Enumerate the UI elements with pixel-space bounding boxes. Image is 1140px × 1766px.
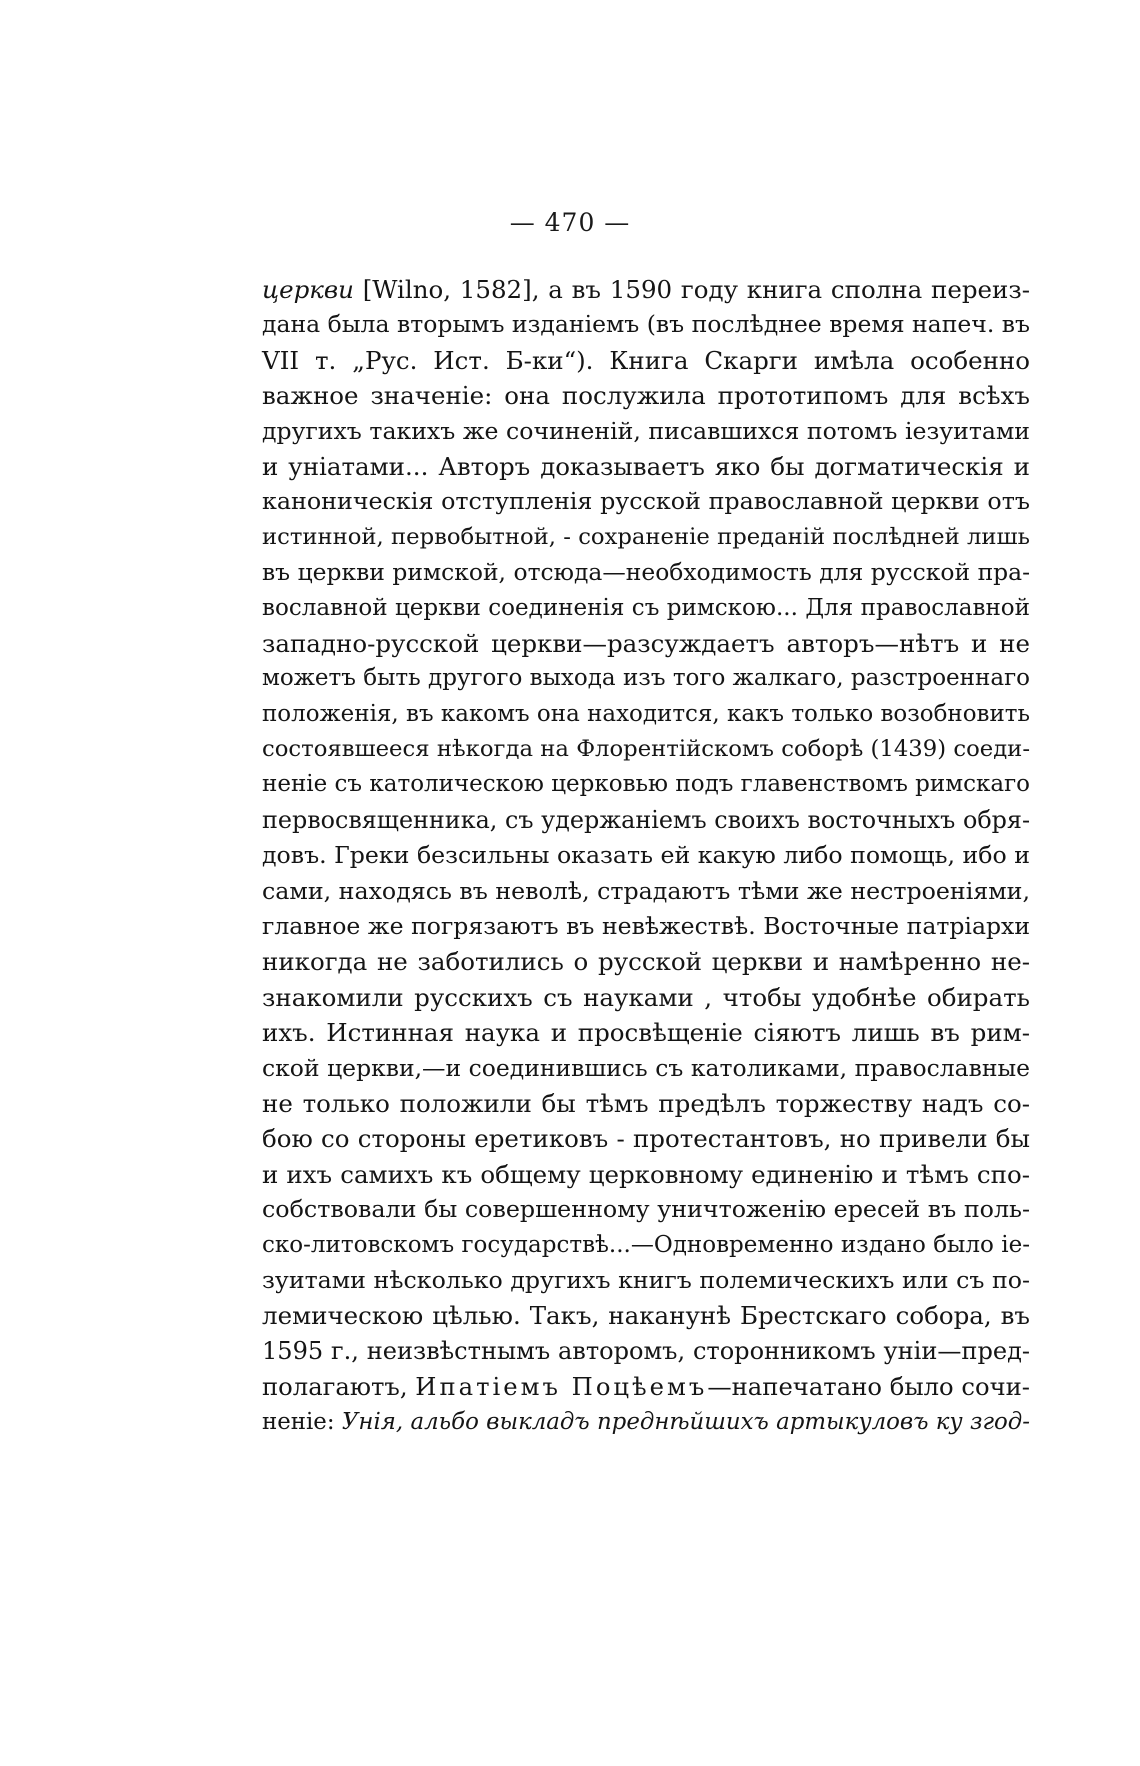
text-segment: 1595 г., неизвѣстнымъ авторомъ, сторонникомъ уніи—пред- — [262, 1336, 1030, 1365]
text-line — [262, 1334, 1030, 1369]
body-text — [262, 272, 1030, 1440]
text-line — [262, 767, 1030, 802]
text-segment: [Wilno, 1582], а въ 1590 году книга сполна переиз- — [353, 275, 1030, 304]
text-line — [262, 803, 1030, 838]
text-segment: первосвященника, съ удержаніемъ своихъ восточныхъ обря- — [262, 805, 1030, 834]
text-line — [262, 1121, 1030, 1156]
text-segment: лемическою цѣлью. Такъ, наканунѣ Брестскаго собора, въ — [262, 1301, 1030, 1331]
italic-text: церкви — [262, 275, 354, 304]
text-segment: и ихъ самихъ къ общему церковному единенію и тѣмъ спо- — [262, 1159, 1030, 1189]
text-segment: сами, находясь въ неволѣ, страдаютъ тѣми же нестроеніями, — [262, 876, 1030, 905]
text-segment: знакомили русскихъ съ науками , чтобы удобнѣе обирать — [262, 982, 1030, 1012]
text-line — [262, 1298, 1030, 1333]
text-segment: ской церкви,—и соединившись съ католиками, православные — [262, 1053, 1030, 1082]
text-line — [262, 1051, 1030, 1086]
spaced-name: Ипатіемъ Поцѣемъ — [415, 1372, 708, 1402]
text-segment: вославной церкви соединенія съ римскою... Для православной — [262, 594, 1030, 621]
text-segment: въ церкви римской, отсюда—необходимость для русской пра- — [262, 558, 1030, 587]
text-line — [262, 980, 1030, 1015]
text-line — [262, 414, 1030, 449]
text-segment: главное же погрязаютъ въ невѣжествѣ. Восточные патріархи — [262, 912, 1030, 941]
text-line — [262, 1157, 1030, 1192]
text-line — [262, 1263, 1030, 1298]
text-line — [262, 591, 1030, 626]
text-line — [262, 272, 1030, 307]
text-segment: и уніатами... Авторъ доказываетъ яко бы догматическія и — [262, 451, 1030, 481]
text-segment: неніе съ католическою церковью подъ главенствомъ римскаго — [262, 771, 1030, 798]
text-segment: никогда не заботились о русской церкви и намѣренно не- — [262, 947, 1030, 977]
italic-text: Унія, альбо выкладъ преднѣйшихъ артыкуловъ ку згод- — [341, 1408, 1030, 1435]
text-segment: важное значеніе: она послужила прототипомъ для всѣхъ — [262, 381, 1030, 411]
text-line — [262, 626, 1030, 661]
text-line — [262, 874, 1030, 909]
text-segment: можетъ быть другого выхода изъ того жалкаго, разстроеннаго — [262, 665, 1030, 692]
text-segment: истинной, первобытной, - сохраненіе преданій послѣдней лишь — [262, 523, 1030, 550]
text-line — [262, 1015, 1030, 1050]
text-line — [262, 484, 1030, 519]
text-segment: неніе: — [262, 1408, 342, 1435]
text-line — [262, 1192, 1030, 1227]
text-line — [262, 944, 1030, 979]
text-segment: дана была вторымъ изданіемъ (въ послѣднее время напеч. въ — [262, 310, 1030, 339]
text-segment: другихъ такихъ же сочиненій, писавшихся потомъ іезуитами — [262, 416, 1030, 445]
text-line — [262, 343, 1030, 378]
text-segment: VII т. „Рус. Ист. Б-ки“). Книга Скарги имѣла особенно — [262, 345, 1030, 375]
text-line — [262, 838, 1030, 873]
text-line — [262, 697, 1030, 732]
text-line — [262, 520, 1030, 555]
text-segment: не только положили бы тѣмъ предѣлъ торжеству надъ со- — [262, 1088, 1030, 1118]
text-line — [262, 307, 1030, 342]
text-line — [262, 909, 1030, 944]
text-segment: собствовали бы совершенному уничтоженію ересей въ поль- — [262, 1195, 1030, 1224]
text-segment: каноническія отступленія русской православной церкви отъ — [262, 487, 1030, 516]
text-line — [262, 378, 1030, 413]
text-line — [262, 555, 1030, 590]
text-segment: довъ. Греки безсильны оказать ей какую либо помощь, ибо и — [262, 841, 1030, 870]
text-line — [262, 661, 1030, 696]
text-segment: полагаютъ, — [262, 1372, 416, 1402]
text-line — [262, 1228, 1030, 1263]
text-segment: бою со стороны еретиковъ - протестантовъ, но привели бы — [262, 1124, 1030, 1154]
text-segment: зуитами нѣсколько другихъ книгъ полемическихъ или съ по- — [262, 1265, 1030, 1294]
text-segment: —напечатано было сочи- — [707, 1372, 1030, 1402]
text-line — [262, 1086, 1030, 1121]
text-line — [262, 449, 1030, 484]
text-line — [262, 1369, 1030, 1404]
text-line — [262, 1405, 1030, 1440]
text-segment: ихъ. Истинная наука и просвѣщеніе сіяютъ лишь въ рим- — [262, 1018, 1030, 1048]
page-number: — 470 — — [509, 208, 631, 237]
text-segment: положенія, въ какомъ она находится, какъ только возобновить — [262, 700, 1030, 727]
text-line — [262, 732, 1030, 767]
text-segment: ско-литовскомъ государствѣ...—Одновременно издано было іе- — [262, 1231, 1030, 1258]
text-segment: состоявшееся нѣкогда на Флорентійскомъ соборѣ (1439) соеди- — [262, 736, 1030, 763]
text-segment: западно-русской церкви—разсуждаетъ авторъ—нѣтъ и не — [262, 628, 1030, 658]
